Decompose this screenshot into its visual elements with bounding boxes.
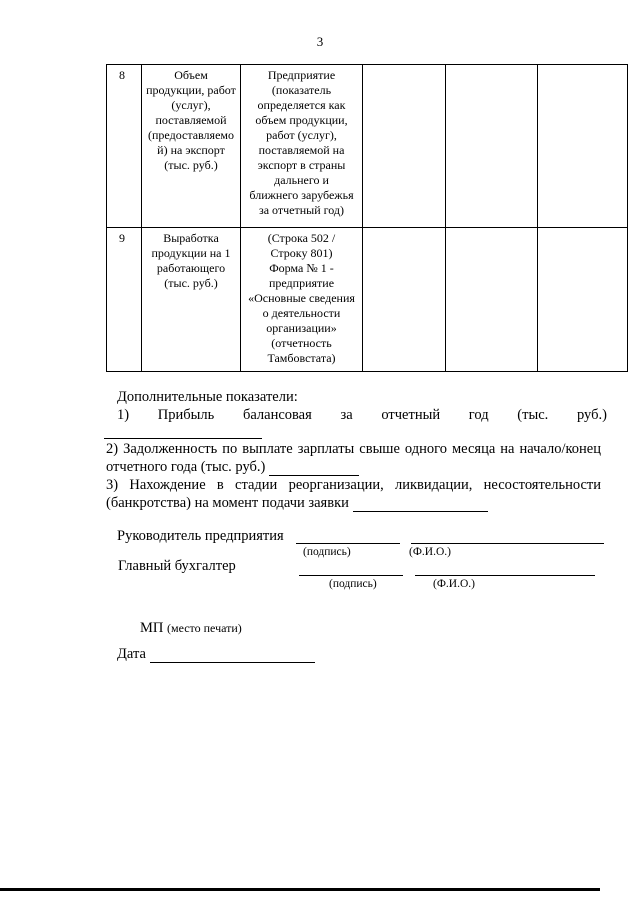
date-label: Дата: [117, 646, 146, 662]
item-word: балансовая: [242, 407, 312, 423]
item-word: отчетный: [381, 407, 441, 423]
item-word: Прибыль: [157, 407, 215, 423]
indicator-name: Выработка продукции на 1 работающего (тыс. руб.): [142, 228, 241, 372]
stamp-note: (место печати): [167, 621, 242, 635]
empty-cell[interactable]: [363, 228, 446, 372]
accountant-name-caption: (Ф.И.О.): [433, 578, 475, 590]
page-number: 3: [316, 34, 324, 49]
stamp-label: МП: [140, 620, 164, 636]
item-word: 1): [117, 407, 130, 423]
accountant-label: Главный бухгалтер: [118, 558, 236, 574]
table-row: [107, 228, 628, 372]
item-profit: [117, 406, 607, 424]
item-word: руб.): [576, 407, 607, 423]
date-row: [117, 646, 315, 663]
indicators-table: [106, 64, 628, 372]
accountant-signature-caption: (подпись): [329, 578, 377, 590]
accountant-signature-line[interactable]: [299, 575, 403, 576]
accountant-name-line[interactable]: [415, 575, 595, 576]
table-row: [107, 65, 628, 228]
profit-field-line[interactable]: [104, 438, 262, 439]
item-reorganization-text: 3) Нахождение в стадии реорганизации, ликвидации, несостоятельности (банкротства) на момент подачи заявки: [106, 477, 601, 511]
empty-cell[interactable]: [446, 228, 538, 372]
director-name-caption: (Ф.И.О.): [409, 546, 451, 558]
item-word: (тыс.: [517, 407, 549, 423]
indicator-name: Объем продукции, работ (услуг), поставляемой (предоставляемо й) на экспорт (тыс. руб.): [142, 65, 241, 228]
item-salary-debt: [106, 440, 601, 476]
director-signature-caption: (подпись): [303, 546, 351, 558]
item-reorganization: [106, 476, 601, 512]
empty-cell[interactable]: [538, 228, 628, 372]
empty-cell[interactable]: [446, 65, 538, 228]
row-number: 8: [107, 65, 142, 228]
director-signature-line[interactable]: [296, 543, 400, 544]
item-word: за: [340, 407, 353, 423]
stamp-area: [140, 620, 242, 637]
indicator-source: Предприятие (показатель определяется как объем продукции, работ (услуг), поставляемой на экспорт в страны дальнего и ближнего зарубежья за отчетный год): [241, 65, 363, 228]
date-field-line[interactable]: [150, 648, 315, 663]
empty-cell[interactable]: [363, 65, 446, 228]
item-word: год: [468, 407, 489, 423]
empty-cell[interactable]: [538, 65, 628, 228]
director-name-line[interactable]: [411, 543, 604, 544]
additional-heading: Дополнительные показатели:: [117, 389, 298, 405]
reorganization-field-line[interactable]: [353, 497, 488, 512]
item-salary-debt-text: 2) Задолженность по выплате зарплаты свыше одного месяца на начало/конец отчетного года (тыс. руб.): [106, 441, 601, 475]
indicator-source: (Строка 502 / Строку 801) Форма № 1 - предприятие «Основные сведения о деятельности организации» (отчетность Тамбовстата): [241, 228, 363, 372]
row-number: 9: [107, 228, 142, 372]
salary-debt-field-line[interactable]: [269, 461, 359, 476]
footer-divider: [0, 888, 600, 891]
director-label: Руководитель предприятия: [117, 528, 284, 544]
